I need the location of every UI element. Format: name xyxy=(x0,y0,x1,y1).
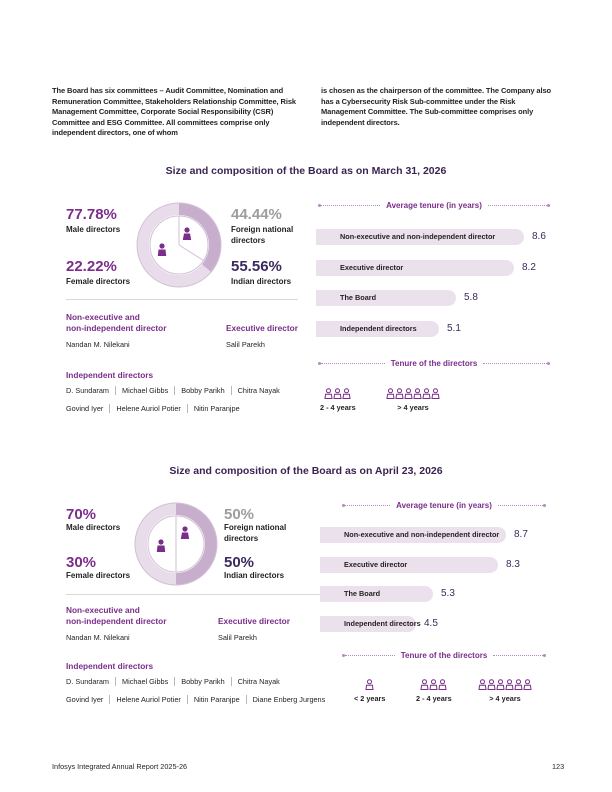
independent-director-name: Helene Auriol Potier xyxy=(116,404,181,413)
tenure-label: 2 - 4 years xyxy=(320,403,356,412)
tenure-title: Tenure of the directors xyxy=(400,651,488,660)
person-icon xyxy=(496,679,505,690)
average-tenure-heading-march xyxy=(318,201,550,210)
nonexec-title-line1: Non-executive and xyxy=(66,605,140,615)
tenure-label: > 4 years xyxy=(397,403,429,412)
person-icon xyxy=(478,679,487,690)
intro-paragraph-left: The Board has six committees – Audit Committee, Nomination and Remuneration Committee, Stakeholders Relationship Committee, Risk Management Committee, Corporate Social Responsibility (CSR) Committee and ESG Committee. All committees comprise only independent directors, one of whom xyxy=(52,86,296,138)
male-percentage: 77.78% xyxy=(66,206,117,223)
female-label: Female directors xyxy=(66,277,131,286)
tenure-bar-value: 5.8 xyxy=(464,292,478,303)
tenure-bar: Non-executive and non-independent director xyxy=(316,229,524,245)
tenure-bar: Executive director xyxy=(316,260,514,276)
female-label: Female directors xyxy=(66,571,131,580)
person-icon xyxy=(342,388,351,399)
independent-director-name: Helene Auriol Potier xyxy=(116,695,181,704)
nonexec-title-line2: non-independent director xyxy=(66,323,167,333)
tenure-bar-value: 8.2 xyxy=(522,261,536,273)
indian-percentage: 55.56% xyxy=(231,258,282,275)
tenure-icons xyxy=(416,679,452,691)
foreign-percentage: 44.44% xyxy=(231,206,282,223)
tenure-group xyxy=(386,388,440,412)
tenure-bar: Independent directors xyxy=(316,321,439,337)
independent-director-name: Nitin Paranjpe xyxy=(193,695,240,704)
nonexec-director-name: Nandan M. Nilekani xyxy=(66,340,130,349)
foreign-percentage: 50% xyxy=(224,506,255,523)
independent-director-name: Bobby Parikh xyxy=(181,386,225,395)
exec-title: Executive director xyxy=(226,323,298,333)
male-label: Male directors xyxy=(66,225,121,234)
tenure-bar-value: 5.1 xyxy=(447,322,461,334)
independent-director-name: Govind Iyer xyxy=(66,404,104,413)
tenure-heading-april xyxy=(342,651,546,660)
exec-director-name: Salil Parekh xyxy=(226,340,265,349)
person-icon xyxy=(365,679,374,690)
independent-names-row2 xyxy=(66,404,240,413)
footer-report-title: Infosys Integrated Annual Report 2025-26 xyxy=(52,762,188,771)
nonexec-title-line1: Non-executive and xyxy=(66,312,140,322)
tenure-label: 2 - 4 years xyxy=(416,694,452,703)
tenure-icons xyxy=(320,388,356,400)
person-icon xyxy=(386,388,395,399)
exec-director-name: Salil Parekh xyxy=(218,633,257,642)
tenure-group xyxy=(320,388,356,412)
average-tenure-heading-april xyxy=(342,501,546,510)
nonexec-director-name: Nandan M. Nilekani xyxy=(66,633,130,642)
indian-label: Indian directors xyxy=(224,571,285,580)
exec-title: Executive director xyxy=(218,616,290,626)
board-composition-donut-april xyxy=(132,500,220,588)
independent-names-row2 xyxy=(66,695,325,704)
person-icon xyxy=(404,388,413,399)
person-icon xyxy=(431,388,440,399)
independent-director-name: Michael Gibbs xyxy=(122,386,169,395)
tenure-group xyxy=(478,679,532,703)
independent-director-name: D. Sundaram xyxy=(66,386,109,395)
independent-director-name: Diane Enberg Jurgens xyxy=(252,695,326,704)
tenure-bar: The Board xyxy=(316,290,456,306)
person-icon xyxy=(505,679,514,690)
tenure-bar-value: 4.5 xyxy=(424,617,438,629)
foreign-label-line1: Foreign national xyxy=(231,225,294,234)
independent-names-row1 xyxy=(66,677,280,686)
nonexec-title-line2: non-independent director xyxy=(66,616,167,626)
tenure-icons xyxy=(354,679,385,691)
tenure-icons xyxy=(386,388,440,400)
board-composition-donut-march xyxy=(134,200,224,290)
independent-director-name: Nitin Paranjpe xyxy=(193,404,240,413)
tenure-bar: Non-executive and non-independent director xyxy=(320,527,506,543)
average-tenure-title: Average tenure (in years) xyxy=(386,201,482,210)
independent-director-name: Michael Gibbs xyxy=(122,677,169,686)
tenure-bar-value: 8.3 xyxy=(506,558,520,570)
tenure-bar-value: 5.3 xyxy=(441,588,455,599)
divider xyxy=(66,299,298,300)
intro-paragraph-right: is chosen as the chairperson of the committee. The Company also has a Cybersecurity Risk Sub-committee under the Risk Management Committee. The Sub-committee comprises only independent directors. xyxy=(321,86,552,127)
foreign-label-line2: directors xyxy=(231,236,266,245)
person-icon xyxy=(413,388,422,399)
tenure-bar-value: 8.6 xyxy=(532,231,546,242)
person-icon xyxy=(395,388,404,399)
tenure-group xyxy=(354,679,385,703)
independent-names-row1 xyxy=(66,386,280,395)
male-percentage: 70% xyxy=(66,506,97,523)
indian-label: Indian directors xyxy=(231,277,292,286)
person-icon xyxy=(438,679,447,690)
tenure-heading-march xyxy=(318,359,550,368)
tenure-icons xyxy=(478,679,532,691)
independent-director-name: Bobby Parikh xyxy=(181,677,225,686)
independent-director-name: Chitra Nayak xyxy=(237,677,280,686)
female-percentage: 30% xyxy=(66,554,97,571)
independent-director-name: Govind Iyer xyxy=(66,695,104,704)
male-label: Male directors xyxy=(66,523,121,532)
person-icon xyxy=(420,679,429,690)
tenure-bar: Executive director xyxy=(320,557,498,573)
person-icon xyxy=(422,388,431,399)
foreign-label-line2: directors xyxy=(224,534,259,543)
tenure-bar-value: 8.7 xyxy=(514,529,528,540)
tenure-label: < 2 years xyxy=(354,694,386,703)
section-title-april: Size and composition of the Board as on April 23, 2026 xyxy=(169,465,443,477)
tenure-bar: The Board xyxy=(320,586,433,602)
tenure-bar: Independent directors xyxy=(320,616,416,632)
person-icon xyxy=(324,388,333,399)
person-icon xyxy=(429,679,438,690)
independent-title: Independent directors xyxy=(66,370,154,380)
independent-director-name: Chitra Nayak xyxy=(237,386,280,395)
independent-director-name: D. Sundaram xyxy=(66,677,109,686)
indian-percentage: 50% xyxy=(224,554,255,571)
tenure-group xyxy=(416,679,452,703)
divider xyxy=(66,594,322,595)
person-icon xyxy=(333,388,342,399)
independent-title: Independent directors xyxy=(66,661,154,671)
female-percentage: 22.22% xyxy=(66,258,117,275)
page-number: 123 xyxy=(552,762,565,771)
average-tenure-title: Average tenure (in years) xyxy=(396,501,492,510)
foreign-label-line1: Foreign national xyxy=(224,523,287,532)
tenure-title: Tenure of the directors xyxy=(390,359,478,368)
person-icon xyxy=(523,679,532,690)
person-icon xyxy=(514,679,523,690)
tenure-label: > 4 years xyxy=(489,694,521,703)
person-icon xyxy=(487,679,496,690)
section-title-march: Size and composition of the Board as on March 31, 2026 xyxy=(165,165,447,177)
